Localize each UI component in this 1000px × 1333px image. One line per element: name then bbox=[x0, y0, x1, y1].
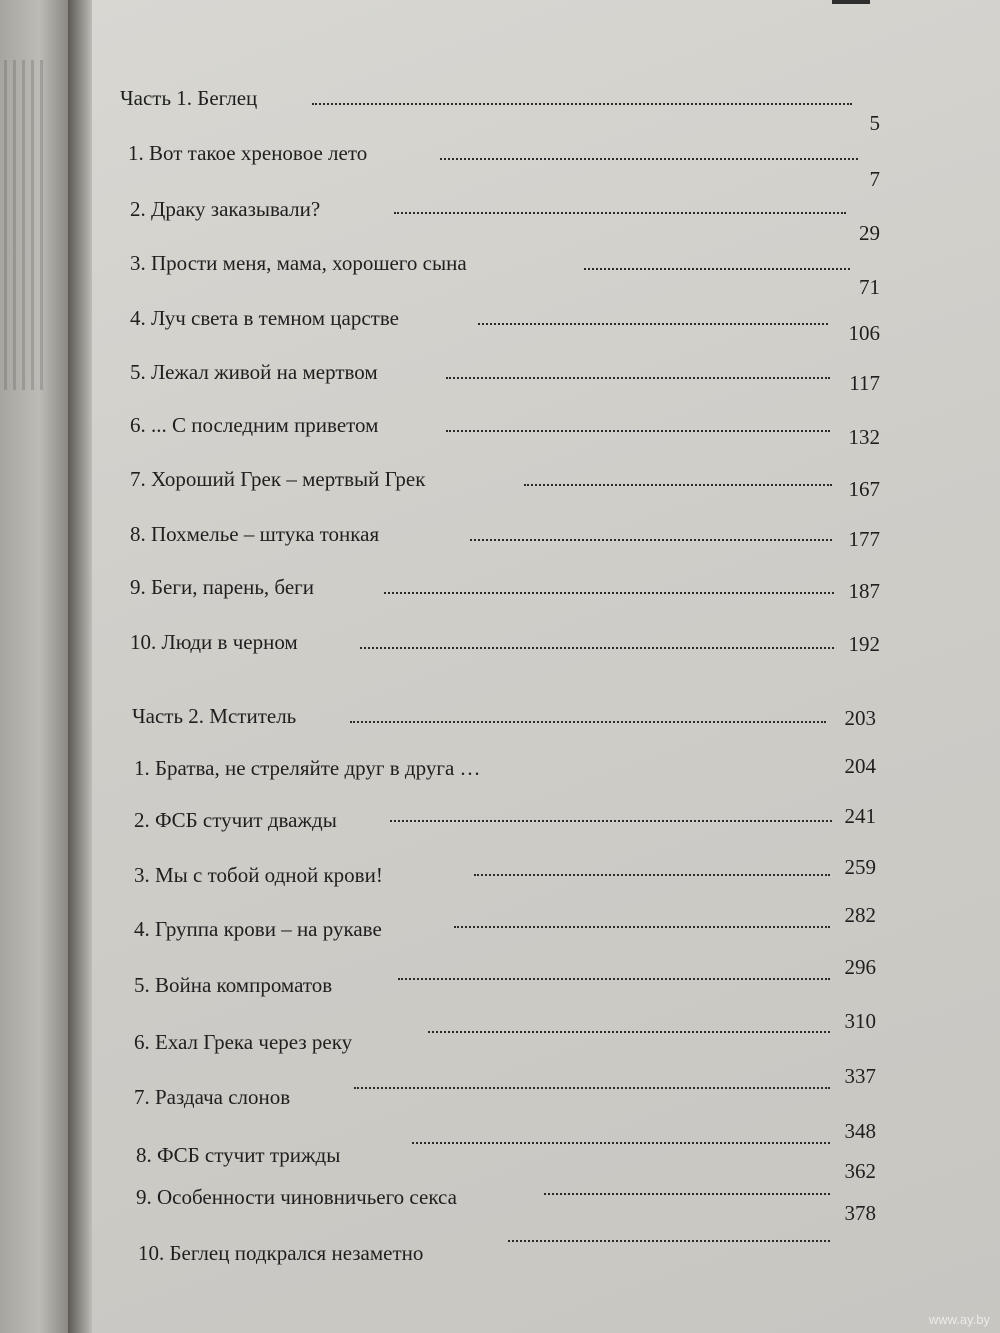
dot-leader bbox=[508, 1240, 830, 1242]
dot-leader bbox=[446, 430, 830, 432]
toc-entry-page-number: 378 bbox=[844, 1201, 876, 1225]
toc-entry-title: 3. Мы с тобой одной крови! bbox=[134, 863, 383, 887]
toc-entry-page-number: 241 bbox=[844, 804, 876, 828]
toc-entry-title: 8. ФСБ стучит трижды bbox=[136, 1143, 341, 1167]
toc-entry-title: Часть 1. Беглец bbox=[120, 86, 258, 110]
toc-entry-page-number: 29 bbox=[859, 221, 880, 245]
toc-entry-title: 8. Похмелье – штука тонкая bbox=[130, 522, 380, 546]
dot-leader bbox=[454, 926, 830, 928]
book-gutter bbox=[68, 0, 94, 1333]
toc-entry-page-number: 282 bbox=[844, 903, 876, 927]
dot-leader bbox=[544, 1193, 830, 1195]
dot-leader bbox=[412, 1142, 830, 1144]
toc-entry-page-number: 167 bbox=[848, 477, 880, 501]
dot-leader bbox=[474, 874, 830, 876]
toc-entry-page-number: 203 bbox=[844, 706, 876, 730]
toc-entry-title: 6. Ехал Грека через реку bbox=[134, 1030, 353, 1054]
toc-entry-page-number: 132 bbox=[848, 425, 880, 449]
dot-leader bbox=[394, 212, 846, 214]
toc-entry-title: Часть 2. Мститель bbox=[132, 704, 297, 728]
toc-entry-page-number: 296 bbox=[844, 955, 876, 979]
dot-leader bbox=[398, 978, 830, 980]
toc-entry-title: 1. Вот такое хреновое лето bbox=[128, 141, 368, 165]
dot-leader bbox=[440, 158, 858, 160]
dot-leader bbox=[446, 377, 830, 379]
toc-entry-page-number: 5 bbox=[869, 111, 880, 135]
dot-leader bbox=[312, 103, 852, 105]
watermark: www.ay.by bbox=[928, 1312, 990, 1327]
toc-entry-title: 6. ... С последним приветом bbox=[130, 413, 379, 437]
toc-entry-page-number: 348 bbox=[844, 1119, 876, 1143]
toc-entry-page-number: 106 bbox=[848, 321, 880, 345]
dot-leader bbox=[428, 1031, 830, 1033]
dot-leader bbox=[584, 268, 850, 270]
toc-entry-title: 10. Беглец подкрался незаметно bbox=[138, 1241, 424, 1265]
toc-entry-title: 7. Хороший Грек – мертвый Грек bbox=[130, 467, 426, 491]
toc-entry-page-number: 192 bbox=[848, 632, 880, 656]
dot-leader bbox=[350, 721, 826, 723]
toc-entry-title: 4. Группа крови – на рукаве bbox=[134, 917, 382, 941]
toc-entry-page-number: 177 bbox=[848, 527, 880, 551]
toc-entry-title: 1. Братва, не стреляйте друг в друга … bbox=[134, 756, 481, 780]
toc-entry-page-number: 71 bbox=[859, 275, 880, 299]
dot-leader bbox=[354, 1087, 830, 1089]
toc-entry-title: 4. Луч света в темном царстве bbox=[130, 306, 399, 330]
facing-page-text bbox=[4, 60, 44, 390]
dot-leader bbox=[478, 323, 828, 325]
toc-entry-title: 5. Лежал живой на мертвом bbox=[130, 360, 378, 384]
toc-entry-page-number: 7 bbox=[869, 167, 880, 191]
toc-entry-page-number: 310 bbox=[844, 1009, 876, 1033]
dot-leader bbox=[390, 820, 832, 822]
dot-leader bbox=[524, 484, 832, 486]
toc-entry-title: 2. Драку заказывали? bbox=[130, 197, 321, 221]
dot-leader bbox=[470, 539, 832, 541]
toc-entry-title: 9. Беги, парень, беги bbox=[130, 575, 315, 599]
dot-leader bbox=[360, 647, 834, 649]
toc-entry-page-number: 337 bbox=[844, 1064, 876, 1088]
facing-page bbox=[0, 0, 72, 1333]
toc-entry-title: 5. Война компроматов bbox=[134, 973, 333, 997]
toc-entry-page-number: 259 bbox=[844, 855, 876, 879]
dot-leader bbox=[384, 592, 834, 594]
toc-entry-page-number: 117 bbox=[849, 371, 880, 395]
toc-entry-page-number: 362 bbox=[844, 1159, 876, 1183]
toc-entry-page-number: 204 bbox=[844, 754, 876, 778]
toc-entry-page-number: 187 bbox=[848, 579, 880, 603]
toc-entry-title: 9. Особенности чиновничьего секса bbox=[136, 1185, 457, 1209]
toc-entry-title: 2. ФСБ стучит дважды bbox=[134, 808, 337, 832]
toc-entry-title: 7. Раздача слонов bbox=[134, 1085, 291, 1109]
toc-entry-title: 10. Люди в черном bbox=[130, 630, 298, 654]
top-rule bbox=[832, 0, 870, 4]
toc-entry-title: 3. Прости меня, мама, хорошего сына bbox=[130, 251, 467, 275]
